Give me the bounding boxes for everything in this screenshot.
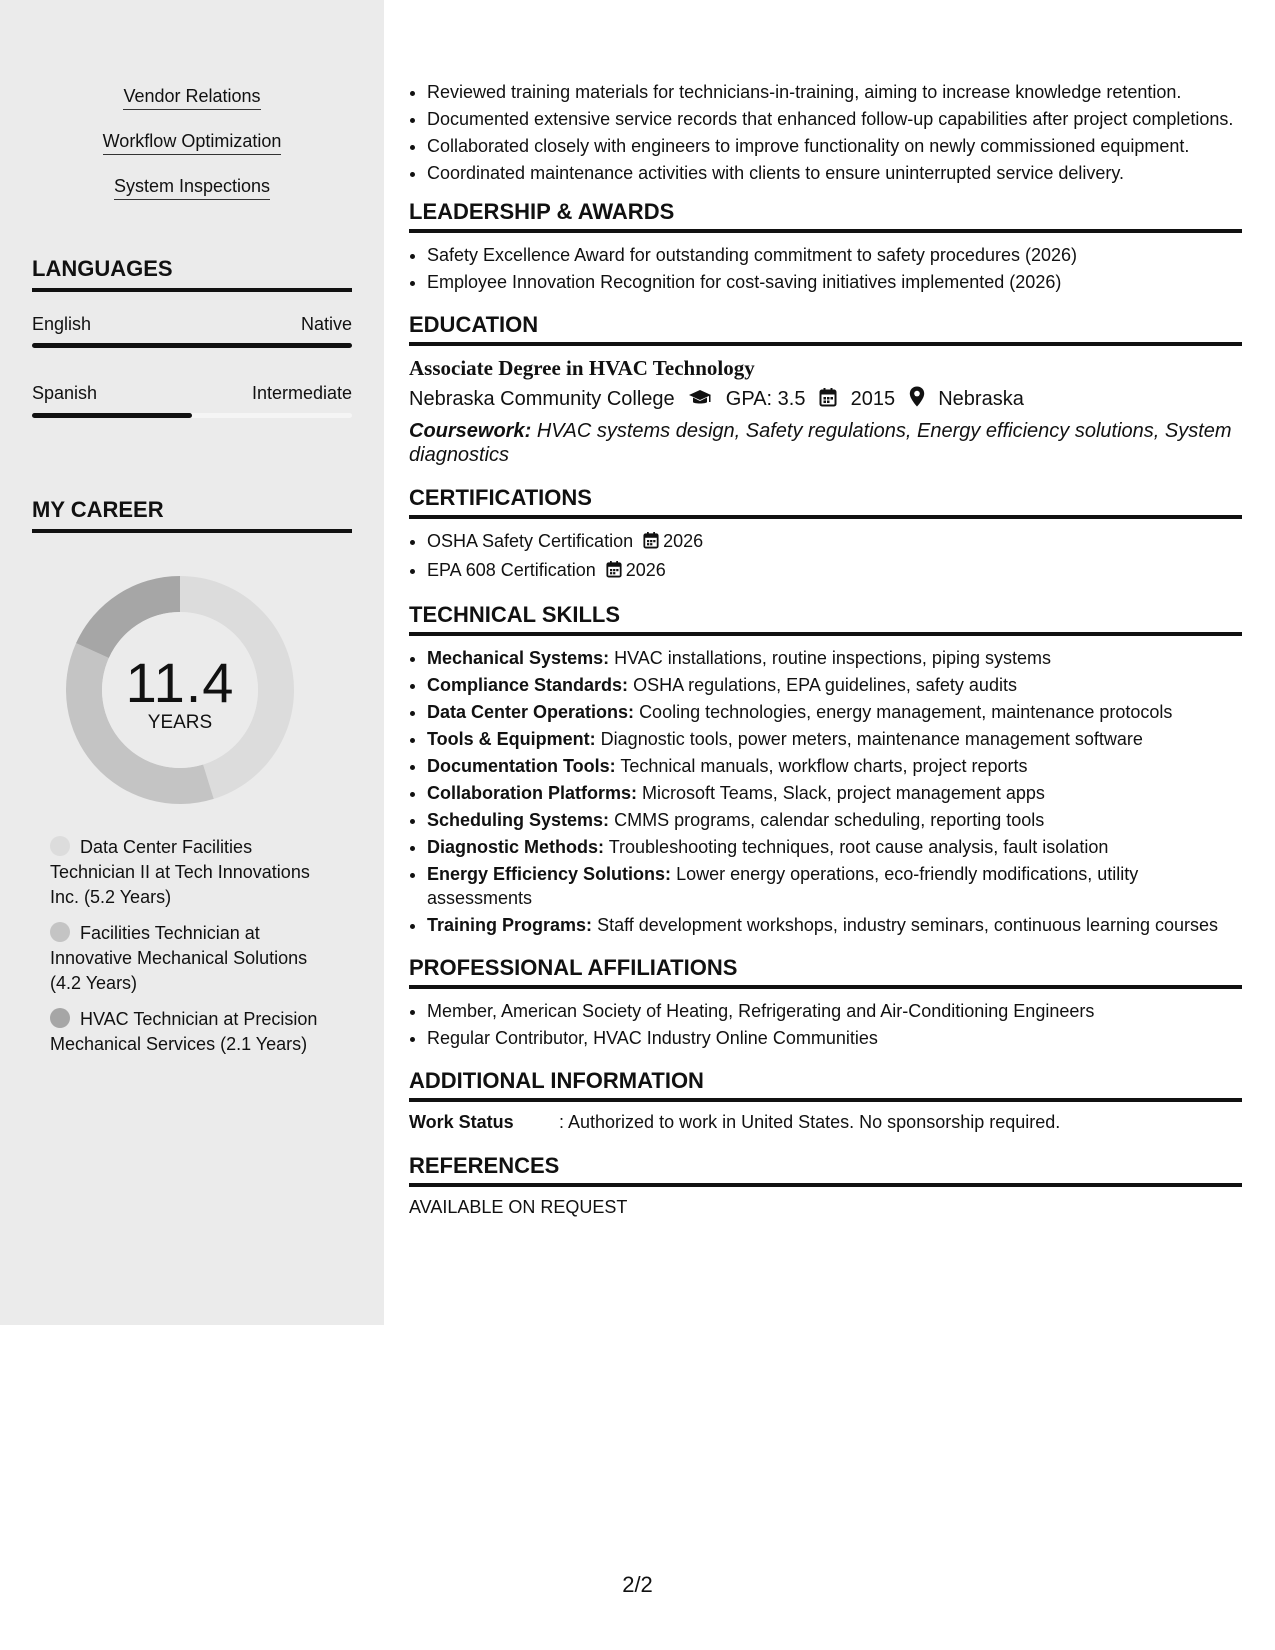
page-number: 2/2	[622, 1572, 653, 1597]
skill-detail: Microsoft Teams, Slack, project management apps	[642, 783, 1045, 803]
skill-detail: Diagnostic tools, power meters, maintenance management software	[600, 729, 1143, 749]
references-text: AVAILABLE ON REQUEST	[409, 1197, 628, 1217]
calendar-icon	[643, 531, 659, 555]
certification-name: OSHA Safety Certification	[427, 531, 634, 551]
gpa: GPA: 3.5	[725, 388, 806, 410]
skill-detail: HVAC installations, routine inspections, piping systems	[614, 648, 1051, 668]
skill-item	[427, 754, 1242, 778]
calendar-icon	[819, 387, 837, 413]
degree-title: Associate Degree in HVAC Technology	[409, 356, 755, 380]
skill-tag	[0, 176, 384, 200]
experience-bullet: • Coordinated maintenance activities with clients to ensure uninterrupted service delivery.	[427, 161, 1242, 185]
skill-item	[427, 862, 1242, 910]
experience-bullet: • Reviewed training materials for technicians-in-training, aiming to increase knowledge retention.	[427, 80, 1242, 104]
certification-year: 2026	[625, 560, 666, 580]
education-section	[409, 312, 1242, 467]
skill-category: Training Programs:	[427, 915, 593, 935]
certification-item	[427, 558, 1242, 584]
additional-info-heading: ADDITIONAL INFORMATION	[409, 1068, 1242, 1102]
skill-label: Vendor Relations	[123, 86, 260, 110]
education-meta	[409, 386, 1242, 413]
career-item-label: Facilities Technician at Innovative Mechanical Solutions (4.2 Years)	[50, 923, 308, 993]
career-item-label: Data Center Facilities Technician II at Tech Innovations Inc. (5.2 Years)	[50, 837, 310, 907]
work-status-value: : Authorized to work in United States. No sponsorship required.	[559, 1112, 1061, 1132]
legend-dot-icon	[50, 922, 70, 942]
language-row	[32, 383, 352, 404]
language-bar-fill	[32, 343, 352, 348]
additional-info-section	[409, 1068, 1242, 1133]
skill-category: Tools & Equipment:	[427, 729, 596, 749]
experience-bullet: • Documented extensive service records that enhanced follow-up capabilities after project completions.	[427, 107, 1242, 131]
skill-item	[427, 646, 1242, 670]
skill-category: Data Center Operations:	[427, 702, 635, 722]
skill-detail: OSHA regulations, EPA guidelines, safety audits	[633, 675, 1017, 695]
affiliation-item: • Member, American Society of Heating, Refrigerating and Air-Conditioning Engineers	[427, 999, 1242, 1023]
career-total: 11.4	[125, 651, 235, 714]
skill-detail: Troubleshooting techniques, root cause analysis, fault isolation	[608, 837, 1109, 857]
career-item-label: HVAC Technician at Precision Mechanical Services (2.1 Years)	[50, 1009, 318, 1054]
skill-label: System Inspections	[114, 176, 270, 200]
skill-item	[427, 673, 1242, 697]
skill-item	[427, 781, 1242, 805]
experience-bullet: • Collaborated closely with engineers to improve functionality on newly commissioned equipment.	[427, 134, 1242, 158]
coursework-label: Coursework:	[409, 420, 532, 442]
affiliations-section	[409, 955, 1242, 1050]
career-heading: MY CAREER	[32, 497, 352, 533]
skill-category: Documentation Tools:	[427, 756, 616, 776]
career-item	[50, 921, 340, 996]
certifications-section	[409, 485, 1242, 584]
affiliations-heading: PROFESSIONAL AFFILIATIONS	[409, 955, 1242, 989]
language-level: Native	[300, 314, 352, 334]
map-pin-icon	[909, 386, 925, 413]
skill-category: Compliance Standards:	[427, 675, 629, 695]
skill-category: Scheduling Systems:	[427, 810, 610, 830]
skill-detail: Lower energy operations, eco-friendly modifications, utility assessments	[427, 864, 1139, 908]
skill-item	[427, 835, 1242, 859]
skill-detail: CMMS programs, calendar scheduling, reporting tools	[614, 810, 1045, 830]
work-status-label: Work Status	[409, 1112, 514, 1132]
skill-item	[427, 700, 1242, 724]
certification-item	[427, 529, 1242, 555]
coursework	[409, 419, 1242, 467]
career-unit: YEARS	[147, 712, 213, 733]
skill-tag	[0, 131, 384, 155]
school-location: Nebraska	[938, 388, 1024, 410]
technical-skills-heading: TECHNICAL SKILLS	[409, 602, 1242, 636]
legend-dot-icon	[50, 836, 70, 856]
language-row	[32, 314, 352, 335]
graduation-cap-icon	[688, 389, 712, 413]
award-item: • Employee Innovation Recognition for cost-saving initiatives implemented (2026)	[427, 270, 1242, 294]
career-donut-center	[66, 576, 294, 804]
calendar-icon	[606, 560, 622, 584]
main-content	[409, 80, 1242, 1236]
graduation-year: 2015	[850, 388, 896, 410]
references-heading: REFERENCES	[409, 1153, 1242, 1187]
award-item: • Safety Excellence Award for outstanding commitment to safety procedures (2026)	[427, 243, 1242, 267]
skill-item	[427, 808, 1242, 832]
certification-year: 2026	[663, 531, 704, 551]
awards-section	[409, 199, 1242, 294]
experience-continued	[409, 80, 1242, 185]
skill-label: Workflow Optimization	[103, 131, 282, 155]
language-bar	[32, 343, 352, 348]
language-bar	[32, 413, 352, 418]
languages-heading: LANGUAGES	[32, 256, 352, 292]
language-name: Spanish	[32, 383, 98, 403]
work-status-row	[409, 1112, 1242, 1133]
education-heading: EDUCATION	[409, 312, 1242, 346]
skill-item	[427, 727, 1242, 751]
affiliation-item: • Regular Contributor, HVAC Industry Online Communities	[427, 1026, 1242, 1050]
sidebar	[0, 0, 384, 1325]
awards-heading: LEADERSHIP & AWARDS	[409, 199, 1242, 233]
language-bar-fill	[32, 413, 192, 418]
skill-detail: Staff development workshops, industry seminars, continuous learning courses	[597, 915, 1219, 935]
school-name: Nebraska Community College	[409, 388, 675, 410]
skill-item	[427, 913, 1242, 937]
legend-dot-icon	[50, 1008, 70, 1028]
certification-name: EPA 608 Certification	[427, 560, 596, 580]
technical-skills-section	[409, 602, 1242, 937]
career-item	[50, 835, 340, 910]
skill-tag	[0, 86, 384, 110]
skill-detail: Technical manuals, workflow charts, project reports	[620, 756, 1028, 776]
coursework-text: HVAC systems design, Safety regulations, Energy efficiency solutions, System diagnostics	[409, 420, 1232, 466]
skill-category: Energy Efficiency Solutions:	[427, 864, 672, 884]
language-name: English	[32, 314, 92, 334]
language-level: Intermediate	[251, 383, 352, 403]
skill-detail: Cooling technologies, energy management, maintenance protocols	[639, 702, 1173, 722]
skill-category: Mechanical Systems:	[427, 648, 610, 668]
career-item	[50, 1007, 340, 1057]
certifications-heading: CERTIFICATIONS	[409, 485, 1242, 519]
skill-category: Collaboration Platforms:	[427, 783, 638, 803]
skill-category: Diagnostic Methods:	[427, 837, 605, 857]
references-section	[409, 1153, 1242, 1218]
